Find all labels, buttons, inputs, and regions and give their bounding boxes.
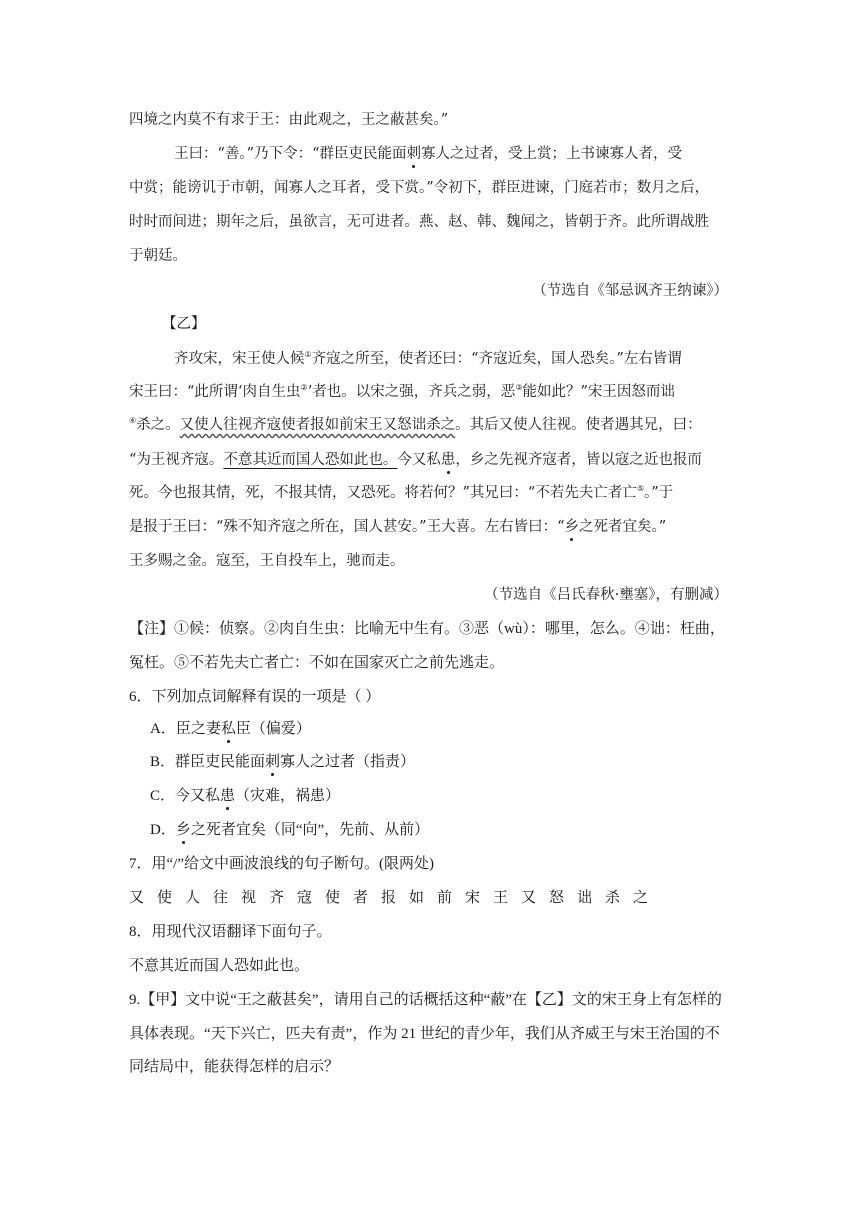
question-sentence: 又使人往视齐寇使者报如前宋王又怒诎杀之 — [129, 890, 662, 906]
text-line: 齐攻宋，宋王使人候①齐寇之所至，使者还曰：“齐寇近矣，国人恐矣。”左右皆谓 — [174, 350, 682, 367]
note-marker: ① — [304, 350, 312, 360]
text-line: 死。今也报其情，死，不报其情，又恐死。将若何？”其兄曰：“不若先夫亡者亡⑤。”于 — [129, 484, 674, 501]
emphasis-dot-char: 刺 — [265, 754, 281, 770]
underlined-sentence: 不意其近而国人恐如此也。 — [223, 452, 398, 468]
wavy-underlined-sentence: 又使人往视齐寇使者报如前宋王又怒诎杀之 — [179, 417, 456, 433]
emphasis-dot-char: 乡 — [175, 822, 191, 838]
question-sentence: 不意其近而国人恐如此也。 — [129, 958, 310, 974]
text-line: “为王视齐寇。不意其近而国人恐如此也。今又私患，乡之先视齐寇者，皆以寇之近也报而 — [129, 452, 702, 468]
emphasis-dot-char: 患 — [440, 452, 456, 468]
note-marker: ③ — [515, 383, 523, 393]
text-line: 四境之内莫不有求于王：由此观之，王之蔽甚矣。” — [129, 112, 449, 128]
question-stem: 6．下列加点词解释有误的一项是（ ） — [129, 689, 381, 705]
note-marker: ④ — [129, 416, 137, 426]
option-b: B．群臣吏民能面刺寡人之过者（指责） — [150, 754, 416, 770]
text-line: 于朝廷。 — [129, 248, 187, 264]
section-heading: 【乙】 — [162, 316, 206, 332]
annotation-line: 冤枉。⑤不若先夫亡者亡：不如在国家灭亡之前先逃走。 — [129, 655, 505, 671]
text-line: ④杀之。又使人往视齐寇使者报如前宋王又怒诎杀之。其后又使人往视。使者遇其兄，曰： — [129, 416, 702, 433]
emphasis-dot-char: 乡 — [564, 519, 579, 535]
text-line: 是报于王曰：“殊不知齐寇之所在，国人甚安。”王大喜。左右皆曰：“乡之死者宜矣。” — [129, 519, 667, 535]
text-line: 时时而间进；期年之后，虽欲言，无可进者。燕、赵、韩、魏闻之，皆朝于齐。此所谓战胜 — [129, 214, 709, 230]
emphasis-dot-char: 私 — [220, 721, 236, 737]
text-line: 王多赐之金。寇至，王自投车上，驰而走。 — [129, 553, 405, 569]
question-stem: 具体表现。“天下兴亡，匹夫有责”，作为 21 世纪的青少年，我们从齐威王与宋王治国的不 — [129, 1026, 720, 1042]
option-d: D．乡之死者宜矣（同“向”，先前、从前） — [150, 822, 430, 838]
option-a: A．臣之妻私臣（偏爱） — [150, 721, 311, 737]
question-stem: 8．用现代汉语翻译下面句子。 — [129, 924, 332, 940]
question-stem: 9.【甲】文中说“王之蔽甚矣”，请用自己的话概括这种“蔽”在【乙】文的宋王身上有怎样的 — [129, 992, 722, 1008]
source-citation: （节选自《吕氏春秋·壅塞》，有删减） — [484, 587, 728, 603]
annotation-line: 【注】①候：侦察。②肉自生虫：比喻无中生有。③恶（wù）：哪里，怎么。④诎：枉曲， — [129, 621, 725, 637]
emphasis-dot-char: 刺 — [406, 146, 421, 162]
option-c: C．今又私患（灾难，祸患） — [150, 788, 341, 804]
source-citation: （节选自《邹忌讽齐王纳谏》） — [532, 283, 728, 299]
text-line: 王曰：“善。”乃下令：“群臣吏民能面刺寡人之过者，受上赏；上书谏寡人者，受 — [174, 146, 682, 162]
emphasis-dot-char: 患 — [220, 788, 236, 804]
text-line: 中赏；能谤讥于市朝，闻寡人之耳者，受下赏。”令初下，群臣进谏，门庭若市；数月之后， — [129, 180, 710, 196]
note-marker: ⑤ — [636, 484, 644, 494]
text-line: 宋王曰：“此所谓‘肉自生虫②’者也。以宋之强，齐兵之弱，恶③能如此？”宋王因怒而诎 — [129, 383, 675, 400]
question-stem: 同结局中，能获得怎样的启示？ — [129, 1059, 340, 1075]
note-marker: ② — [300, 383, 308, 393]
question-stem: 7．用“/”给文中画波浪线的句子断句。(限两处) — [129, 856, 434, 872]
